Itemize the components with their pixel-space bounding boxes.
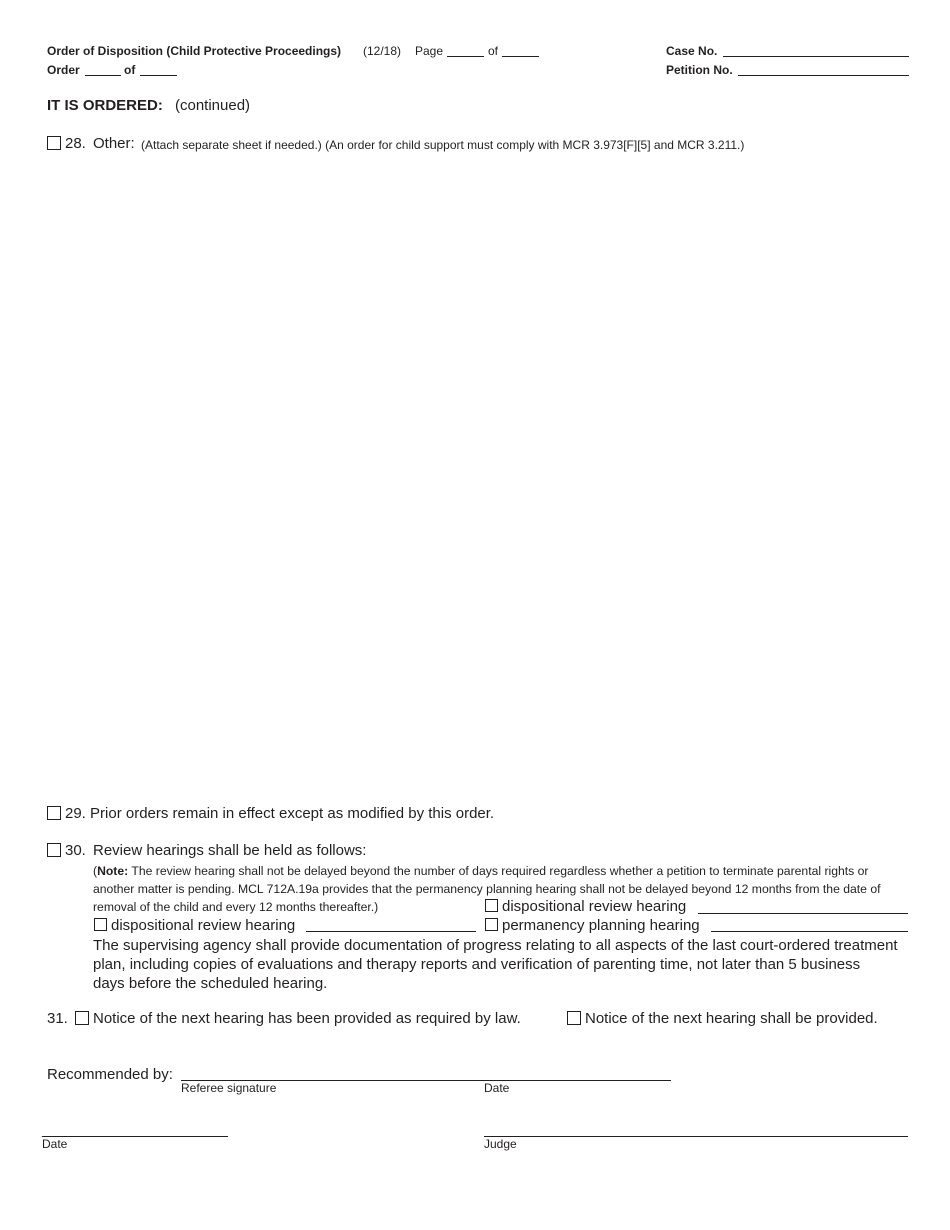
case-no-field[interactable] bbox=[723, 56, 909, 57]
case-no-label: Case No. bbox=[666, 44, 718, 58]
item-28-label: Other: bbox=[93, 135, 135, 152]
item-29-checkbox[interactable] bbox=[47, 806, 61, 820]
note-bold-label: Note: bbox=[97, 864, 129, 878]
form-title: Order of Disposition (Child Protective Proceedings) bbox=[47, 44, 342, 58]
date-caption: Date bbox=[42, 1137, 68, 1151]
item-30-note-line-3: removal of the child and every 12 months thereafter.) bbox=[93, 900, 379, 914]
review-hearing-left-checkbox[interactable] bbox=[94, 918, 107, 931]
permanency-hearing-date-field[interactable] bbox=[711, 931, 908, 932]
permanency-hearing-checkbox[interactable] bbox=[485, 918, 498, 931]
item-30-note-line-1: (Note: The review hearing shall not be delayed beyond the number of days required regardless whether a petition to terminate parental rights or bbox=[93, 864, 869, 878]
review-hearing-right-label: dispositional review hearing bbox=[502, 898, 687, 915]
it-is-ordered-heading: IT IS ORDERED: bbox=[47, 97, 163, 114]
judge-caption: Judge bbox=[484, 1137, 517, 1151]
notice-will-be-provided-label: Notice of the next hearing shall be provided. bbox=[585, 1010, 878, 1027]
notice-provided-checkbox[interactable] bbox=[75, 1011, 89, 1025]
item-28-number: 28. bbox=[65, 135, 86, 152]
item-28-other-text-area[interactable] bbox=[93, 160, 908, 790]
notice-will-be-provided-checkbox[interactable] bbox=[567, 1011, 581, 1025]
form-version: (12/18) bbox=[363, 44, 402, 58]
page-total-field[interactable] bbox=[502, 56, 539, 57]
item-28-checkbox[interactable] bbox=[47, 136, 61, 150]
order-label: Order bbox=[47, 63, 80, 77]
notice-provided-label: Notice of the next hearing has been provided as required by law. bbox=[93, 1010, 521, 1027]
review-hearing-left-date-field[interactable] bbox=[306, 931, 476, 932]
item-31-number: 31. bbox=[47, 1010, 68, 1027]
review-hearing-right-date-field[interactable] bbox=[698, 913, 908, 914]
item-30-checkbox[interactable] bbox=[47, 843, 61, 857]
item-28-instruction: (Attach separate sheet if needed.) (An order for child support must comply with MCR 3.973[F][5] and MCR 3.211.) bbox=[141, 138, 745, 152]
agency-text-line-2: plan, including copies of evaluations and therapy reports and verification of parenting time, not later than 5 business bbox=[93, 956, 861, 973]
review-hearing-left-label: dispositional review hearing bbox=[111, 917, 296, 934]
page-label: Page bbox=[415, 44, 444, 58]
item-30-text: Review hearings shall be held as follows: bbox=[93, 842, 367, 859]
page-of-label: of bbox=[488, 44, 499, 58]
order-of-label: of bbox=[124, 63, 136, 77]
page-number-field[interactable] bbox=[447, 56, 484, 57]
item-29-text: 29. Prior orders remain in effect except as modified by this order. bbox=[65, 805, 495, 822]
petition-no-label: Petition No. bbox=[666, 63, 733, 77]
agency-text-line-3: days before the scheduled hearing. bbox=[93, 975, 328, 992]
agency-text-line-1: The supervising agency shall provide documentation of progress relating to all aspects of the last court-ordered treatment bbox=[93, 937, 898, 954]
date-line[interactable] bbox=[42, 1136, 228, 1137]
referee-date-caption: Date bbox=[484, 1081, 510, 1095]
order-number-field[interactable] bbox=[85, 75, 121, 76]
item-30-number: 30. bbox=[65, 842, 86, 859]
petition-no-field[interactable] bbox=[738, 75, 909, 76]
continued-label: (continued) bbox=[175, 97, 251, 114]
item-30-note-line-2: another matter is pending. MCL 712A.19a provides that the permanency planning hearing shall not be delayed beyond 12 months from the date of bbox=[93, 882, 881, 896]
permanency-hearing-label: permanency planning hearing bbox=[502, 917, 700, 934]
recommended-by-label: Recommended by: bbox=[47, 1066, 173, 1083]
order-total-field[interactable] bbox=[140, 75, 177, 76]
review-hearing-right-checkbox[interactable] bbox=[485, 899, 498, 912]
judge-signature-line[interactable] bbox=[484, 1136, 908, 1137]
referee-signature-caption: Referee signature bbox=[181, 1081, 277, 1095]
